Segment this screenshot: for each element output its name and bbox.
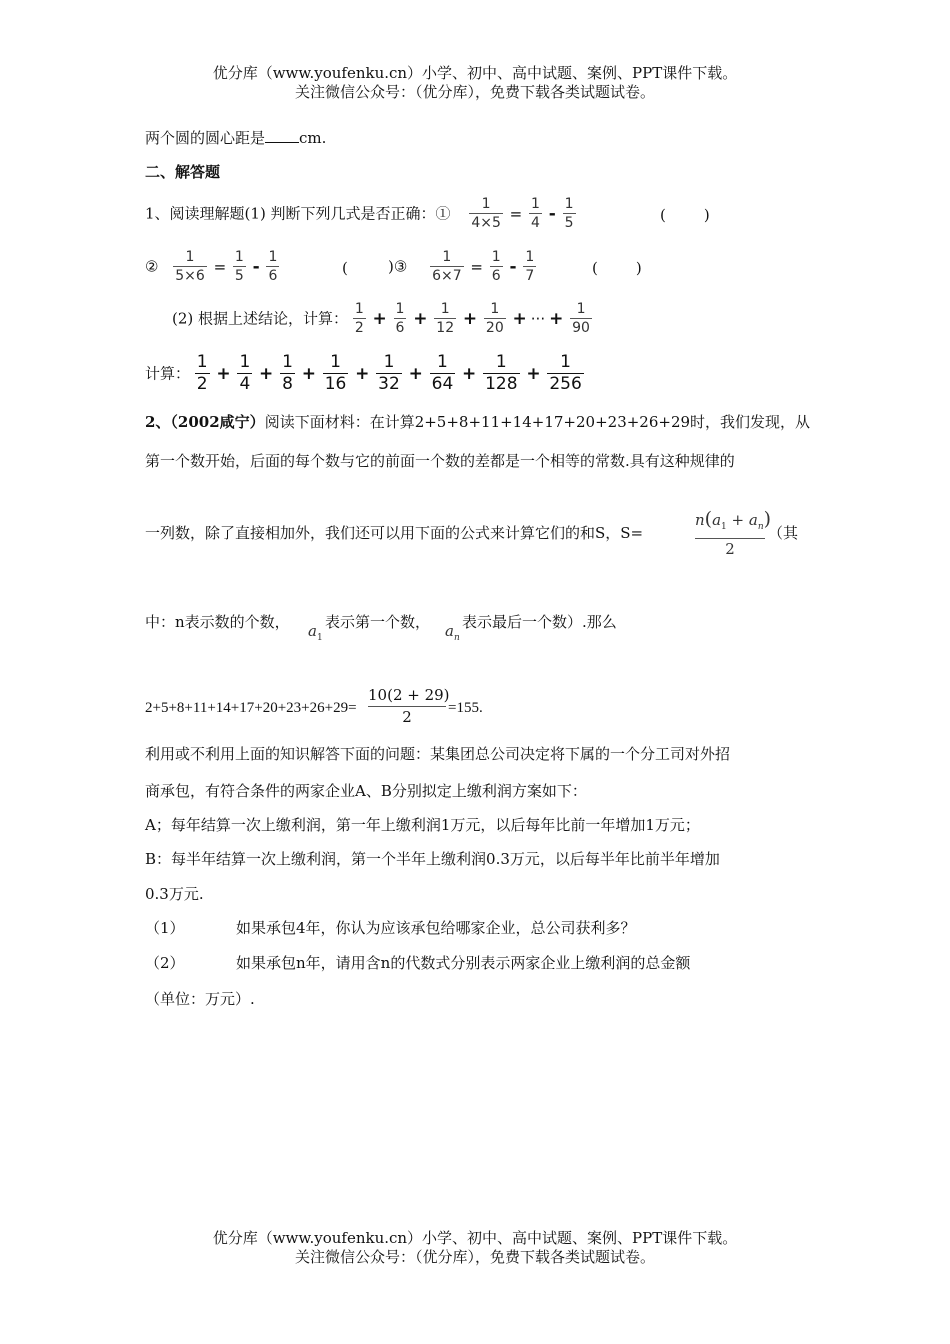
header-line-2: 关注微信公众号：（优分库），免费下载各类试题试卷。 xyxy=(294,83,655,101)
fraction: $\frac{1}{2}$ xyxy=(196,352,208,394)
q2-line-9: B：每半年结算一次上缴利润，第一个半年上缴利润0.3万元，以后每半年比前半年增加 xyxy=(145,850,720,868)
sub-question-2: 如果承包n年，请用含n的代数式分别表示两家企业上缴利润的总金额 xyxy=(236,954,691,972)
fraction: $\frac{1}{6}$ xyxy=(268,249,278,284)
q1-intro: 1、阅读理解题(1) 判断下列几式是否正确：① xyxy=(145,204,451,223)
q2-text: 阅读下面材料：在计算2+5+8+11+14+17+20+23+26+29时，我们发现，从 xyxy=(264,413,811,431)
sum-formula: $n(a_1 + a_n)$ 2 xyxy=(695,508,772,558)
footer-line-1: 优分库（www.youfenku.cn）小学、初中、高中试题、案例、PPT课件下载。 xyxy=(212,1229,738,1247)
footer-line-2: 关注微信公众号：（优分库），免费下载各类试题试卷。 xyxy=(294,1248,655,1266)
q2-line-4: 中：n表示数的个数， xyxy=(145,613,290,631)
unit-text: cm. xyxy=(299,129,327,147)
q2-line-3 xyxy=(145,523,643,543)
fraction: $\frac{1}{5}$ xyxy=(234,249,244,284)
q2-line-4b: 表示第一个数， xyxy=(325,613,431,631)
fraction: $\frac{1}{6\times 7}$ xyxy=(432,249,462,284)
fraction: $\frac{1}{2}$ xyxy=(354,301,364,336)
q2-line-13: （单位：万元）. xyxy=(145,990,255,1008)
fraction: $\frac{1}{5}$ xyxy=(564,196,574,231)
sub-question-1-label: （1） xyxy=(145,919,185,937)
fraction: $\frac{1}{12}$ xyxy=(436,301,455,336)
fraction: $\frac{1}{6}$ xyxy=(491,249,501,284)
judge-paren-1: ( ) xyxy=(660,206,710,224)
judge-paren-2: ( xyxy=(342,259,348,277)
q2-line-7: 商承包，有符合条件的两家企业A、B分别拟定上缴利润方案如下： xyxy=(145,782,587,800)
q1-line-2b: )③ $\frac{1}{6\times 7}$ = $\frac{1}{6}$ - $\frac{1}{7}$ xyxy=(388,249,535,284)
question-text: 两个圆的圆心距是 xyxy=(145,129,266,147)
q2-line-2: 第一个数开始，后面的每个数与它的前面一个数的差都是一个相等的常数.具有这种规律的 xyxy=(145,452,735,470)
answer-blank xyxy=(265,128,299,143)
circle-3: )③ xyxy=(388,257,408,276)
fraction: $\frac{1}{5\times 6}$ xyxy=(175,249,205,284)
q2-line-3-text: 一列数，除了直接相加外，我们还可以用下面的公式来计算它们的和S，S= xyxy=(145,524,644,542)
calc-line: 计算： $\frac{1}{2}$ + $\frac{1}{4}$ + $\frac{1}{8}$ + $\frac{1}{16}$ + $\frac{1}{32}$ + $\frac{1}{64}$ + $\frac{1}{128}$ + $\frac{1}{256}$ xyxy=(145,352,582,394)
fraction: $\frac{1}{16}$ xyxy=(324,352,347,394)
q2-line-5: 2+5+8+11+14+17+20+23+26+29= xyxy=(145,700,357,716)
part2-label: (2) 根据上述结论，计算： xyxy=(172,309,349,328)
sub-question-2-label: （2） xyxy=(145,954,185,972)
fraction: $\frac{1}{4}$ xyxy=(531,196,540,231)
fraction: $\frac{1}{4\times 5}$ xyxy=(471,196,501,231)
fraction: $\frac{1}{128}$ xyxy=(485,352,518,394)
q2-line-5-suffix: =155. xyxy=(448,700,483,716)
header-line-1: 优分库（www.youfenku.cn）小学、初中、高中试题、案例、PPT课件下载。 xyxy=(212,64,738,82)
q1-line-1: 1、阅读理解题(1) 判断下列几式是否正确：① $\frac{1}{4\times 5}$ = $\frac{1}{4}$ - $\frac{1}{5}$ xyxy=(145,196,574,231)
circle-2: ② xyxy=(145,257,159,276)
section-title: 二、解答题 xyxy=(145,163,221,181)
ellipsis: ··· xyxy=(530,309,546,328)
judge-paren-3: ( ) xyxy=(592,259,642,277)
q2-line-6: 利用或不利用上面的知识解答下面的问题：某集团总公司决定将下属的一个分工司对外招 xyxy=(145,745,731,763)
q2-line-3-suffix: （其 xyxy=(768,524,799,542)
fraction: $\frac{1}{8}$ xyxy=(282,352,293,394)
q2-line-8: A；每年结算一次上缴利润，第一年上缴利润1万元，以后每年比前一年增加1万元； xyxy=(145,816,700,834)
fraction: $\frac{1}{7}$ xyxy=(525,249,535,284)
q1-line-2: ② $\frac{1}{5\times 6}$ = $\frac{1}{5}$ - $\frac{1}{6}$ xyxy=(145,249,278,284)
fraction: $\frac{1}{64}$ xyxy=(431,352,454,394)
q2-line-10: 0.3万元. xyxy=(145,885,204,903)
question-center-distance xyxy=(145,128,326,148)
fraction: $\frac{1}{256}$ xyxy=(549,352,582,394)
q2-line-4c: 表示最后一个数）.那么 xyxy=(462,613,617,631)
q1-part-2: (2) 根据上述结论，计算： $\frac{1}{2}$ + $\frac{1}{6}$ + $\frac{1}{12}$ + $\frac{1}{20}$ + ··· + $\frac{1}{90}$ xyxy=(172,301,590,336)
sub-question-1: 如果承包4年，你认为应该承包给哪家企业，总公司获利多？ xyxy=(236,919,636,937)
fraction: $\frac{1}{6}$ xyxy=(395,301,405,336)
fraction: $\frac{1}{90}$ xyxy=(572,301,590,336)
q2-line-1 xyxy=(145,412,810,432)
q2-label: 2、（2002咸宁） xyxy=(145,413,265,431)
fraction: $\frac{1}{20}$ xyxy=(485,301,504,336)
fraction: $\frac{1}{32}$ xyxy=(378,352,400,394)
a1-symbol: $a_1$ xyxy=(308,622,323,643)
calc-label: 计算： xyxy=(145,364,191,383)
an-symbol: $a_n$ xyxy=(445,622,460,643)
example-fraction: 10(2 + 29) 2 xyxy=(368,686,450,726)
fraction: $\frac{1}{4}$ xyxy=(239,352,251,394)
